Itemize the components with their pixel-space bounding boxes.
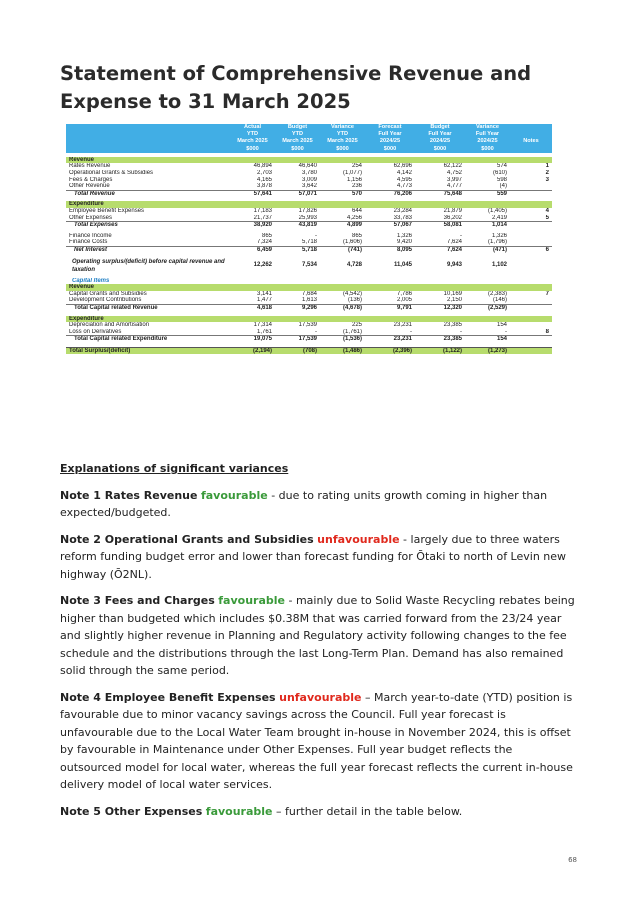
- table-cell: 11,045: [393, 262, 412, 269]
- table-cell: 154: [496, 322, 507, 329]
- row-label: Revenue: [66, 284, 230, 291]
- table-row: [66, 170, 552, 177]
- note-ref: [510, 222, 552, 229]
- variance-explanations: [60, 460, 576, 829]
- table-cell: 57,067: [365, 222, 415, 229]
- table-cell: (4,678): [320, 304, 365, 311]
- table-cell: 75,648: [415, 190, 465, 197]
- row-label: Development Contributions: [69, 297, 142, 304]
- note-label: Note 5 Other Expenses: [60, 804, 203, 818]
- table-cell: 236: [351, 183, 362, 190]
- column-header: 2024/25: [415, 138, 465, 145]
- header-row: [66, 146, 552, 153]
- row-label: Net Interest: [66, 246, 230, 253]
- note-ref: [510, 278, 552, 285]
- table-cell: (4): [499, 183, 507, 190]
- table-cell: 62,122: [443, 163, 462, 170]
- note-status: favourable: [205, 804, 273, 818]
- table-cell: 6,459: [230, 246, 275, 253]
- grand-total-row: [66, 347, 552, 354]
- table-cell: 46,640: [298, 163, 317, 170]
- header-row: [66, 138, 552, 145]
- note-status: favourable: [200, 488, 268, 502]
- note-label: Note 4 Employee Benefit Expenses: [60, 690, 276, 704]
- column-header: Full Year: [415, 131, 465, 138]
- table-cell: (1,122): [415, 347, 465, 354]
- table-cell: 1,477: [256, 297, 272, 304]
- table-cell: [275, 278, 320, 285]
- table-cell: [275, 201, 320, 208]
- row-label: Total Capital related Expenditure: [66, 336, 230, 343]
- column-header: Full Year: [365, 131, 415, 138]
- table-cell: [465, 284, 510, 291]
- table-cell: (1,273): [465, 347, 510, 354]
- table-cell: 7,684: [301, 290, 317, 297]
- table-cell: 7,624: [446, 239, 462, 246]
- note-text: – further detail in the table below.: [272, 804, 463, 818]
- table-cell: -: [460, 232, 462, 239]
- table-cell: 4,752: [446, 170, 462, 176]
- table-cell: 17,314: [253, 322, 272, 329]
- row-label: Total Surplus/(deficit): [66, 347, 230, 354]
- column-header: $000: [365, 146, 415, 153]
- explanations-heading: Explanations of significant variances: [60, 462, 289, 475]
- table-cell: [230, 278, 275, 285]
- table-cell: 254: [351, 163, 362, 170]
- column-header: Notes: [510, 138, 552, 145]
- table-cell: 12,262: [253, 262, 272, 269]
- row-label: Capital Items: [72, 277, 110, 284]
- note-ref: 2: [545, 170, 549, 176]
- table-cell: 76,206: [365, 190, 415, 197]
- table-cell: 1,326: [491, 232, 507, 239]
- table-cell: (136): [347, 297, 362, 304]
- table-row: [66, 322, 552, 329]
- table-cell: 33,783: [393, 214, 412, 221]
- table-cell: [365, 278, 415, 285]
- note-ref: 8: [545, 328, 549, 335]
- row-label: Operating surplus/(deficit) before capital revenue and taxation: [72, 258, 225, 273]
- table-row: [66, 190, 552, 197]
- table-cell: 23,284: [393, 207, 412, 214]
- table-cell: 1,613: [301, 297, 317, 304]
- column-header: [66, 146, 230, 153]
- section-row: [66, 316, 552, 323]
- table-cell: [275, 284, 320, 291]
- row-label: Total Expenses: [66, 222, 230, 229]
- column-header: YTD: [230, 131, 275, 138]
- row-label: Fees & Charges: [69, 176, 113, 183]
- table-cell: [320, 316, 365, 323]
- row-label: Total Revenue: [66, 190, 230, 197]
- note-ref: [510, 190, 552, 197]
- table-cell: 1,761: [256, 328, 272, 335]
- row-label: Capital Grants and Subsidies: [69, 290, 147, 297]
- table-cell: 58,081: [415, 222, 465, 229]
- section-row: [66, 284, 552, 291]
- table-row: [66, 304, 552, 311]
- section-row: [66, 201, 552, 208]
- table-cell: 4,728: [346, 262, 362, 269]
- note-paragraph: [60, 487, 576, 522]
- table-cell: [320, 201, 365, 208]
- note-ref: 5: [545, 214, 549, 221]
- table-row: [66, 297, 552, 304]
- table-cell: 62,696: [393, 163, 412, 170]
- table-cell: 1,102: [491, 262, 507, 269]
- table-cell: 12,320: [415, 304, 465, 311]
- table-cell: 559: [465, 190, 510, 197]
- table-cell: 23,385: [443, 322, 462, 329]
- table-cell: (610): [492, 170, 507, 176]
- note-status: unfavourable: [317, 532, 400, 546]
- table-cell: [230, 284, 275, 291]
- table-cell: [365, 201, 415, 208]
- note-ref: [510, 316, 552, 323]
- table-row: [66, 246, 552, 253]
- table-cell: (4,542): [342, 290, 362, 297]
- table-cell: 4,777: [446, 183, 462, 190]
- note-text: – March year-to-date (YTD) position is favourable due to minor vacancy savings across the Council. Full year forecast is unfavourable due to the Local Water Team brought in-house in November 2024, this is offset by favourable in Maintenance under Other Expenses. Full year budget reflects the outsourced model for local water, whereas the full year forecast reflects the current in-house delivery model of local water services.: [60, 690, 573, 791]
- column-header: $000: [275, 146, 320, 153]
- table-cell: [415, 157, 465, 164]
- table-cell: [465, 278, 510, 285]
- note-ref: [510, 239, 552, 246]
- note-ref: 4: [545, 207, 549, 214]
- table-cell: -: [460, 328, 462, 335]
- table-cell: [415, 278, 465, 285]
- table-row: [66, 336, 552, 343]
- table-cell: [320, 278, 365, 285]
- note-label: Note 3 Fees and Charges: [60, 594, 215, 607]
- table-cell: 3,642: [301, 183, 317, 190]
- table-cell: [320, 157, 365, 164]
- table-cell: -: [315, 232, 317, 239]
- column-header: YTD: [320, 131, 365, 138]
- table-cell: -: [410, 328, 412, 335]
- column-header: $000: [320, 146, 365, 153]
- table-cell: 865: [351, 232, 362, 239]
- table-cell: 570: [320, 190, 365, 197]
- table-cell: 19,075: [230, 336, 275, 343]
- table-cell: 36,202: [443, 214, 462, 221]
- table-cell: 4,142: [396, 170, 412, 176]
- table-row: [66, 163, 552, 170]
- table-cell: 574: [496, 163, 507, 170]
- row-label: Expenditure: [66, 316, 230, 323]
- table-cell: 9,943: [446, 262, 462, 269]
- table-cell: [465, 157, 510, 164]
- table-cell: (2,529): [465, 304, 510, 311]
- table-row: [66, 278, 552, 285]
- column-header: Budget: [275, 124, 320, 131]
- table-cell: [365, 284, 415, 291]
- note-ref: [510, 258, 552, 274]
- table-cell: -: [315, 328, 317, 335]
- column-header: 2024/25: [465, 138, 510, 145]
- note-text: - due to rating units growth coming in higher than expected/budgeted.: [60, 488, 548, 519]
- table-row: [66, 222, 552, 229]
- row-label: Loss on Derivatives: [69, 328, 122, 335]
- table-row: [66, 258, 552, 274]
- table-cell: 865: [261, 232, 272, 239]
- note-paragraph: [60, 592, 576, 680]
- table-cell: (1,077): [342, 170, 362, 176]
- column-header: Full Year: [465, 131, 510, 138]
- table-row: [66, 215, 552, 222]
- column-header: [66, 131, 230, 138]
- header-row: [66, 131, 552, 138]
- table-cell: [275, 157, 320, 164]
- note-status: unfavourable: [279, 690, 362, 704]
- table-cell: 23,231: [393, 322, 412, 329]
- note-text: - mainly due to Solid Waste Recycling rebates being higher than budgeted which includes $0.38M that was carried forward from the 23/24 year and slightly higher revenue in Planning and Regulatory activity following changes to the fee schedule and the distributions through the last Long-Term Plan. Demand has also remained solid through the same period.: [60, 594, 575, 677]
- table-cell: 25,993: [298, 214, 317, 221]
- table-cell: [465, 201, 510, 208]
- column-header: Forecast: [365, 124, 415, 131]
- table-cell: 7,324: [256, 239, 272, 246]
- table-cell: (2,396): [365, 347, 415, 354]
- table-cell: 2,150: [446, 297, 462, 304]
- table-cell: [230, 316, 275, 323]
- column-header: [510, 131, 552, 138]
- table-cell: 5,718: [275, 246, 320, 253]
- financial-statement-table: [66, 124, 552, 354]
- table-cell: 1,156: [346, 176, 362, 183]
- row-label: Total Capital related Revenue: [66, 304, 230, 311]
- table-cell: (741): [320, 246, 365, 253]
- table-cell: [320, 284, 365, 291]
- table-cell: 21,879: [443, 207, 462, 214]
- row-label: Employee Benefit Expenses: [69, 207, 145, 214]
- table-cell: 9,420: [396, 239, 412, 246]
- table-cell: 3,878: [256, 183, 272, 190]
- table-body: [66, 153, 552, 355]
- table-row: [66, 291, 552, 298]
- table-cell: [275, 316, 320, 323]
- column-header: March 2025: [230, 138, 275, 145]
- table-row: [66, 233, 552, 240]
- note-ref: [510, 284, 552, 291]
- table-cell: (1,796): [487, 239, 507, 246]
- table-row: [66, 239, 552, 246]
- table-cell: 7,786: [396, 290, 412, 297]
- header-row: [66, 124, 552, 131]
- table-cell: 598: [496, 176, 507, 183]
- table-cell: [230, 201, 275, 208]
- note-ref: 3: [545, 176, 549, 183]
- table-row: [66, 329, 552, 336]
- table-cell: 4,618: [230, 304, 275, 311]
- table-header: [66, 124, 552, 153]
- note-status: favourable: [218, 594, 285, 607]
- table-cell: 46,894: [253, 163, 272, 170]
- note-ref: [510, 322, 552, 329]
- row-label: Other Revenue: [69, 183, 110, 190]
- table-cell: 57,071: [275, 190, 320, 197]
- table-cell: 5,718: [301, 239, 317, 246]
- table-cell: (1,405): [487, 207, 507, 214]
- note-label: Note 1 Rates Revenue: [60, 488, 198, 502]
- column-header: YTD: [275, 131, 320, 138]
- table-cell: (1,761): [342, 328, 362, 335]
- note-paragraph: [60, 531, 576, 584]
- table-cell: 2,005: [396, 297, 412, 304]
- table-cell: -: [505, 328, 507, 335]
- table-cell: 3,780: [301, 170, 317, 176]
- row-label: Expenditure: [66, 201, 230, 208]
- note-ref: 1: [545, 163, 549, 170]
- section-row: [66, 157, 552, 164]
- column-header: [510, 124, 552, 131]
- row-label: Finance Costs: [69, 239, 108, 246]
- table-cell: 644: [351, 207, 362, 214]
- table-cell: 23,231: [365, 336, 415, 343]
- column-header: [66, 124, 230, 131]
- column-header: March 2025: [275, 138, 320, 145]
- table-cell: 21,737: [253, 214, 272, 221]
- table-cell: 154: [465, 336, 510, 343]
- note-text: - largely due to three waters reform funding budget error and lower than forecast funding for Ōtaki to north of Levin new highway (Ō2NL).: [60, 532, 567, 581]
- table-cell: (1,486): [320, 347, 365, 354]
- table-row: [66, 177, 552, 184]
- row-label: Operational Grants & Subsidies: [69, 170, 154, 176]
- table-cell: 38,920: [230, 222, 275, 229]
- table-cell: 7,534: [301, 262, 317, 269]
- table-cell: 23,385: [415, 336, 465, 343]
- table-cell: 4,773: [396, 183, 412, 190]
- table-cell: 17,183: [253, 207, 272, 214]
- table-cell: (146): [492, 297, 507, 304]
- column-header: $000: [230, 146, 275, 153]
- table-cell: [365, 157, 415, 164]
- table-cell: [230, 157, 275, 164]
- notes-list: [60, 487, 576, 821]
- table-cell: 4,256: [346, 214, 362, 221]
- table-row: [66, 183, 552, 190]
- table-cell: (471): [465, 246, 510, 253]
- table-cell: 4,595: [396, 176, 412, 183]
- table-cell: 1,326: [396, 232, 412, 239]
- column-header: March 2025: [320, 138, 365, 145]
- column-header: Variance: [320, 124, 365, 131]
- note-ref: [510, 297, 552, 304]
- row-label: Revenue: [66, 157, 230, 164]
- table-cell: (708): [275, 347, 320, 354]
- table-cell: 4,899: [320, 222, 365, 229]
- column-header: [510, 146, 552, 153]
- column-header: Actual: [230, 124, 275, 131]
- note-paragraph: [60, 803, 576, 821]
- table-cell: 1,014: [465, 222, 510, 229]
- note-paragraph: [60, 689, 576, 794]
- table-cell: 9,296: [275, 304, 320, 311]
- table-cell: (2,383): [487, 290, 507, 297]
- table-cell: 7,624: [415, 246, 465, 253]
- column-header: Variance: [465, 124, 510, 131]
- note-ref: [510, 201, 552, 208]
- table-cell: (2,194): [230, 347, 275, 354]
- note-label: Note 2 Operational Grants and Subsidies: [60, 532, 314, 546]
- column-header: Budget: [415, 124, 465, 131]
- table-cell: 10,169: [443, 290, 462, 297]
- table-cell: 3,997: [446, 176, 462, 183]
- note-ref: 6: [510, 246, 552, 253]
- column-header: $000: [415, 146, 465, 153]
- column-header: $000: [465, 146, 510, 153]
- table-cell: 2,703: [256, 170, 272, 176]
- row-label: Other Expenses: [69, 214, 113, 221]
- table-cell: 17,539: [298, 322, 317, 329]
- table-cell: [415, 284, 465, 291]
- table-cell: (1,536): [320, 336, 365, 343]
- row-label: Depreciation and Amortisation: [69, 322, 150, 329]
- note-ref: [510, 304, 552, 311]
- page-title: Statement of Comprehensive Revenue and Expense to 31 March 2025: [60, 62, 532, 113]
- table-cell: [365, 316, 415, 323]
- table-cell: 3,141: [256, 290, 272, 297]
- table-cell: 17,826: [298, 207, 317, 214]
- table-cell: [415, 316, 465, 323]
- note-ref: [510, 336, 552, 343]
- table-cell: 9,791: [365, 304, 415, 311]
- table-cell: 3,009: [301, 176, 317, 183]
- table-row: [66, 208, 552, 215]
- table-cell: [415, 201, 465, 208]
- note-ref: [510, 157, 552, 164]
- table-cell: 4,165: [256, 176, 272, 183]
- table-cell: 225: [351, 322, 362, 329]
- table-cell: (1,606): [342, 239, 362, 246]
- column-header: 2024/25: [365, 138, 415, 145]
- table-cell: 17,539: [275, 336, 320, 343]
- row-label: Finance Income: [69, 232, 112, 239]
- note-ref: [510, 183, 552, 190]
- table-cell: 43,819: [275, 222, 320, 229]
- table-cell: 57,641: [230, 190, 275, 197]
- column-header: [66, 138, 230, 145]
- note-ref: [510, 347, 552, 354]
- row-label: Rates Revenue: [69, 163, 111, 170]
- note-ref: [510, 233, 552, 240]
- note-ref: 7: [545, 290, 549, 297]
- table-cell: [465, 316, 510, 323]
- table-cell: 8,095: [365, 246, 415, 253]
- table-cell: 2,419: [491, 214, 507, 221]
- page-number: 68: [568, 856, 577, 864]
